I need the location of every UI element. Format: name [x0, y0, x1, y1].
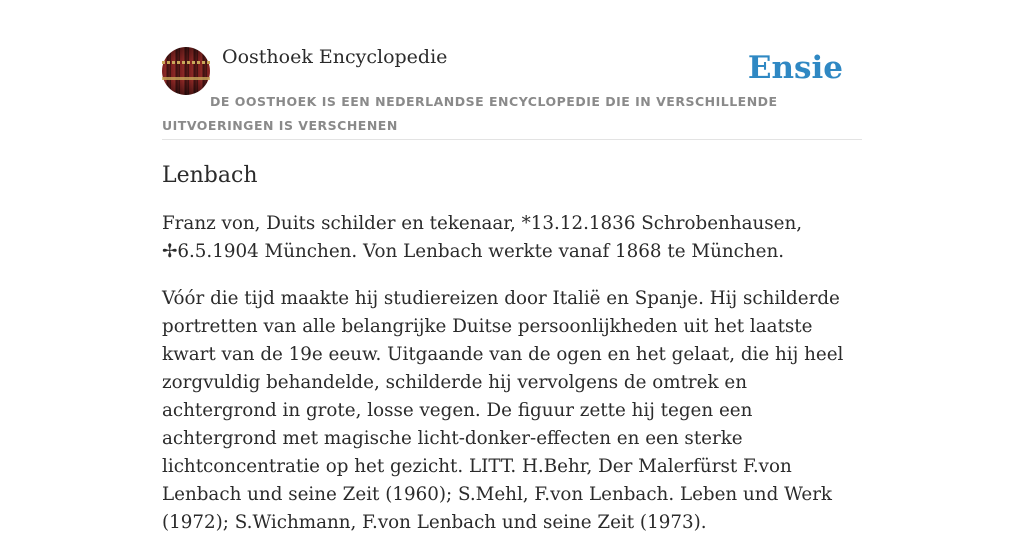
- site-header: [162, 46, 862, 140]
- article-title: Lenbach: [162, 163, 258, 188]
- site-tagline: DE OOSTHOEK IS EEN NEDERLANDSE ENCYCLOPEDIE DIE IN VERSCHILLENDE UITVOERINGEN IS VERSCHENEN: [162, 94, 778, 133]
- ensie-logo-link[interactable]: Ensie: [747, 50, 843, 86]
- article-paragraph: Franz von, Duits schilder en tekenaar, *13.12.1836 Schrobenhausen, ✢6.5.1904 München. Von Lenbach werkte vanaf 1868 te München.: [162, 213, 803, 262]
- site-name-link[interactable]: Oosthoek Encyclopedie: [222, 46, 448, 68]
- article-paragraph: Vóór die tijd maakte hij studiereizen door Italië en Spanje. Hij schilderde portretten van alle belangrijke Duitse persoonlijkheden uit het laatste kwart van de 19e eeuw. Uitgaande van de ogen en het gelaat, die hij heel zorgvuldig behandelde, schilderde hij vervolgens de omtrek en achtergrond in grote, losse vegen. De figuur zette hij tegen een achtergrond met magische licht-donker-effecten en een sterke lichtconcentratie op het gezicht. LITT. H.Behr, Der Malerfürst F.von Lenbach und seine Zeit (1960); S.Mehl, F.von Lenbach. Leben und Werk (1972); S.Wichmann, F.von Lenbach und seine Zeit (1973).: [162, 288, 844, 533]
- article: [162, 163, 862, 556]
- encyclopedia-avatar[interactable]: [162, 47, 210, 95]
